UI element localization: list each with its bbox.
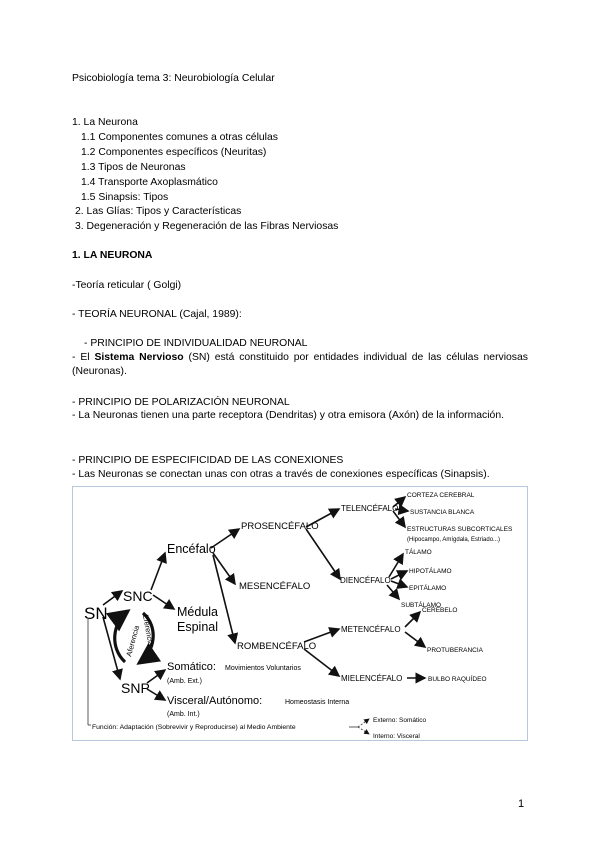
node-sustancia: SUSTANCIA BLANCA [410, 509, 475, 516]
node-mesencefalo: MESENCÉFALO [239, 581, 311, 592]
node-mielencefalo: MIELENCÉFALO [341, 674, 403, 683]
toc-item-1-1: 1.1 Componentes comunes a otras células [81, 132, 278, 143]
node-rombencefalo: ROMBENCÉFALO [237, 641, 317, 652]
page-number: 1 [518, 798, 525, 810]
node-prosencefalo: PROSENCÉFALO [241, 521, 319, 532]
toc-item-1-4: 1.4 Transporte Axoplasmático [81, 177, 218, 188]
node-snc: SNC [123, 588, 153, 604]
principle-1-text: - El Sistema Nervioso (SN) está constituido por entidades individual de las células nerviosas (Neuronas). [72, 352, 528, 377]
label-aferencia: Aferencia [124, 624, 142, 658]
toc-item-1-5: 1.5 Sinapsis: Tipos [81, 192, 169, 203]
label-visceral-desc: Homeostasis Interna [285, 699, 350, 706]
arrow-diencefalo-epitalamo [391, 581, 407, 587]
toc-item-1-2: 1.2 Componentes específicos (Neuritas) [81, 147, 267, 158]
arrow-diencefalo-subtalamo [387, 585, 399, 599]
principle-2-title: - PRINCIPIO DE POLARIZACIÓN NEURONAL [72, 397, 290, 408]
toc-item-1-3: 1.3 Tipos de Neuronas [81, 162, 186, 173]
section-heading: 1. LA NEURONA [72, 250, 153, 261]
arrow-funcion-externo [358, 719, 369, 727]
arrow-rombencefalo-mielencefalo [304, 649, 339, 676]
node-epitalamo: EPITÁLAMO [409, 585, 447, 592]
arrow-telencefalo-estructuras [393, 511, 405, 527]
nervous-system-diagram [72, 486, 528, 741]
node-estructuras: ESTRUCTURAS SUBCORTICALES [407, 526, 513, 533]
node-hipotalamo: HIPOTÁLAMO [409, 568, 452, 575]
node-medula-2: Espinal [177, 620, 218, 634]
node-protuberancia: PROTUBERANCIA [427, 647, 483, 654]
arrow-snc-medula [153, 595, 174, 609]
arrow-metencefalo-protuberancia [405, 632, 425, 647]
document-title: Psicobiología tema 3: Neurobiología Celular [72, 73, 275, 84]
node-medula-1: Médula [177, 605, 218, 619]
arrow-sn-snc [103, 591, 122, 605]
node-encefalo: Encéfalo [167, 542, 216, 556]
node-snp: SNP [121, 680, 150, 696]
toc-item-3: 3. Degeneración y Regeneración de las Fibras Nerviosas [75, 221, 339, 232]
neuronal-theory: - TEORÍA NEURONAL (Cajal, 1989): [72, 309, 242, 320]
arrow-funcion-interno [358, 727, 369, 734]
label-externo: Externo: Somático [373, 717, 427, 724]
node-estructuras-sub: (Hipocampo, Amígdala, Estriado...) [407, 537, 501, 543]
node-telencefalo: TELENCÉFALO [341, 504, 399, 513]
node-bulbo: BULBO RAQUÍDEO [428, 676, 487, 683]
toc-item-1: 1. La Neurona [72, 117, 138, 128]
label-somatico: Somático: [167, 661, 216, 673]
label-visceral: Visceral/Autónomo: [167, 695, 263, 707]
label-eferencia: Eferencia [141, 613, 156, 647]
arrow-diencefalo-hipotalamo [391, 571, 407, 579]
principle-3-title: - PRINCIPIO DE ESPECIFICIDAD DE LAS CONEXIONES [72, 455, 344, 466]
label-somatico-desc: Movimientos Voluntarios [225, 665, 301, 672]
principle-1-title: - PRINCIPIO DE INDIVIDUALIDAD NEURONAL [84, 338, 308, 349]
label-somatico-amb: (Amb. Ext.) [167, 678, 203, 685]
arrow-snc-encefalo [151, 553, 165, 590]
node-talamo: TÁLAMO [405, 549, 432, 556]
label-funcion: Función: Adaptación (Sobrevivir y Reproducirse) al Medio Ambiente [92, 724, 296, 731]
principle-2-text: - La Neuronas tienen una parte receptora (Dendritas) y otra emisora (Axón) de la información. [72, 410, 505, 421]
arrow-metencefalo-cerebelo [405, 612, 420, 627]
node-sn: SN [84, 604, 108, 623]
node-cerebelo: CEREBELO [422, 607, 458, 614]
node-corteza: CORTEZA CEREBRAL [407, 492, 475, 499]
node-diencefalo: DIENCÉFALO [340, 576, 391, 585]
label-interno: Interno: Visceral [373, 733, 420, 740]
label-visceral-amb: (Amb. Int.) [167, 711, 200, 718]
arrow-prosencefalo-diencefalo [306, 529, 340, 579]
node-subtalamo: SUBTÁLAMO [401, 602, 442, 609]
toc-item-2: 2. Las Glías: Tipos y Características [75, 206, 242, 217]
principle-3-text: - Las Neuronas se conectan unas con otras a través de conexiones específicas (Sinapsis). [72, 469, 490, 480]
reticular-theory: -Teoría reticular ( Golgi) [72, 280, 182, 291]
node-metencefalo: METENCÉFALO [341, 625, 401, 634]
